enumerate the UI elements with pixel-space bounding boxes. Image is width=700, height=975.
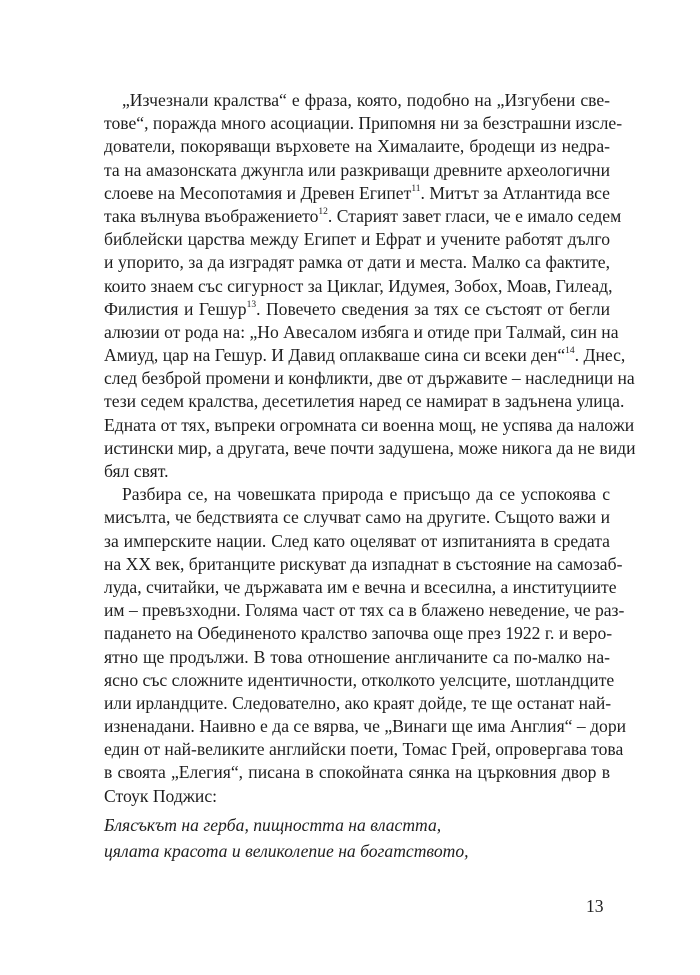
text-line bbox=[104, 483, 610, 506]
line-text: дователи, покоряващи върховете на Хималаите, бродещи из недра- bbox=[104, 136, 610, 157]
line-text: алюзии от рода на: „Но Авесалом избяга и отиде при Талмай, син на bbox=[104, 321, 619, 342]
line-text: след безброй промени и конфликти, две от държавите – наследници на bbox=[104, 368, 635, 389]
text-line bbox=[104, 112, 623, 135]
line-text: та на амазонската джунгла или разкриващи древните археологични bbox=[104, 159, 610, 180]
line-text-continued: . Повечето сведения за тях се състоят от бегли bbox=[256, 298, 610, 319]
body-text bbox=[104, 89, 636, 808]
text-line bbox=[104, 437, 636, 460]
text-line bbox=[104, 390, 625, 413]
line-text: тове“, поражда много асоциации. Припомня ни за безстрашни изсле- bbox=[104, 113, 623, 134]
text-line bbox=[104, 622, 613, 645]
line-text: които знаем със сигурност за Циклаг, Идумея, Зобох, Моав, Гилеад, bbox=[104, 275, 613, 296]
line-text: падането на Обединеното кралство започва още през 1922 г. и веро- bbox=[104, 623, 613, 644]
line-text: на XX век, британците рискуват да изпаднат в състояние на самозаб- bbox=[104, 553, 623, 574]
line-text: луда, считайки, че държавата им е вечна и всесилна, а институциите bbox=[104, 576, 617, 597]
text-line bbox=[104, 414, 635, 437]
text-line bbox=[104, 159, 610, 182]
verse-line: цялата красота и великолепие на богатството, bbox=[104, 841, 469, 861]
text-line bbox=[104, 321, 619, 344]
footnote-ref: 13 bbox=[246, 299, 257, 310]
text-line bbox=[104, 251, 610, 274]
text-line bbox=[104, 715, 627, 738]
line-text: Едната от тях, въпреки огромната си военна мощ, не успява да наложи bbox=[104, 414, 635, 435]
line-text-continued: . Днес, bbox=[574, 345, 626, 366]
text-line bbox=[104, 367, 635, 390]
line-text: Филистия и Гешур bbox=[104, 298, 247, 319]
text-line bbox=[104, 89, 610, 112]
text-line bbox=[104, 669, 615, 692]
line-text: за имперските нации. След като оцеляват от изпитанията в средата bbox=[104, 530, 610, 551]
text-line bbox=[104, 205, 622, 228]
text-line bbox=[104, 298, 610, 321]
text-line bbox=[104, 785, 610, 808]
line-text: „Изчезнали кралства“ е фраза, която, подобно на „Изгубени све- bbox=[122, 90, 610, 110]
text-line bbox=[104, 228, 610, 251]
line-text: Амиуд, цар на Гешур. И Давид оплакваше сина си всеки ден“ bbox=[104, 345, 566, 366]
line-text: и упорито, за да изградят рамка от дати и места. Малко са фактите, bbox=[104, 252, 610, 273]
text-line bbox=[104, 761, 610, 784]
text-line bbox=[104, 553, 623, 576]
text-line bbox=[104, 530, 610, 553]
line-text: им – превъзходни. Голяма част от тях са в блажено неведение, че раз- bbox=[104, 600, 625, 621]
text-line bbox=[104, 599, 625, 622]
text-line bbox=[104, 182, 610, 205]
paragraph-2 bbox=[104, 483, 627, 808]
verse-quote bbox=[104, 812, 610, 864]
text-line bbox=[104, 135, 610, 158]
text-line bbox=[104, 275, 613, 298]
line-text: в своята „Елегия“, писана в спокойната сянка на църковния двор в bbox=[104, 762, 610, 783]
line-text: библейски царства между Египет и Ефрат и учените работят дълго bbox=[104, 229, 610, 250]
line-text: Разбира се, на човешката природа е присъщо да се успокоява с bbox=[122, 484, 610, 505]
line-text: изненадани. Наивно е да се вярва, че „Винаги ще има Англия“ – дори bbox=[104, 716, 627, 737]
line-text: слоеве на Месопотамия и Древен Египет bbox=[104, 182, 412, 203]
line-text: бял свят. bbox=[104, 461, 169, 481]
footnote-ref: 14 bbox=[565, 346, 575, 357]
line-text: Стоук Поджис: bbox=[104, 785, 218, 806]
verse-line: Блясъкът на герба, пищността на властта, bbox=[104, 815, 442, 835]
paragraph-1 bbox=[104, 89, 636, 483]
page-number: 13 bbox=[586, 896, 604, 916]
line-text: или ирландците. Следователно, ако краят дойде, те ще останат най- bbox=[104, 692, 612, 713]
line-text-continued: . Старият завет гласи, че е имало седем bbox=[327, 205, 622, 226]
text-line bbox=[104, 506, 610, 529]
line-text: ясно със сложните идентичности, отколкото уелсците, шотландците bbox=[104, 669, 615, 690]
line-text: така вълнува въображението bbox=[104, 205, 319, 226]
line-text: ятно ще продължи. В това отношение англичаните са по-малко на- bbox=[104, 646, 610, 667]
line-text: истински мир, а другата, вече почти задушена, може никога да не види bbox=[104, 437, 636, 458]
text-line bbox=[104, 646, 610, 669]
line-text: един от най-великите английски поети, Томас Грей, опровергава това bbox=[104, 739, 624, 760]
line-text-continued: . Митът за Атлантида все bbox=[420, 182, 610, 203]
line-text: тези седем кралства, десетилетия наред се намират в задънена улица. bbox=[104, 391, 625, 412]
footnote-ref: 12 bbox=[318, 207, 328, 218]
footnote-ref: 11 bbox=[411, 183, 421, 194]
text-line bbox=[104, 344, 626, 367]
text-line bbox=[104, 576, 617, 599]
text-line bbox=[104, 738, 624, 761]
text-line bbox=[104, 460, 610, 483]
line-text: мисълта, че бедствията се случват само на другите. Същото важи и bbox=[104, 507, 610, 528]
text-line bbox=[104, 692, 610, 715]
